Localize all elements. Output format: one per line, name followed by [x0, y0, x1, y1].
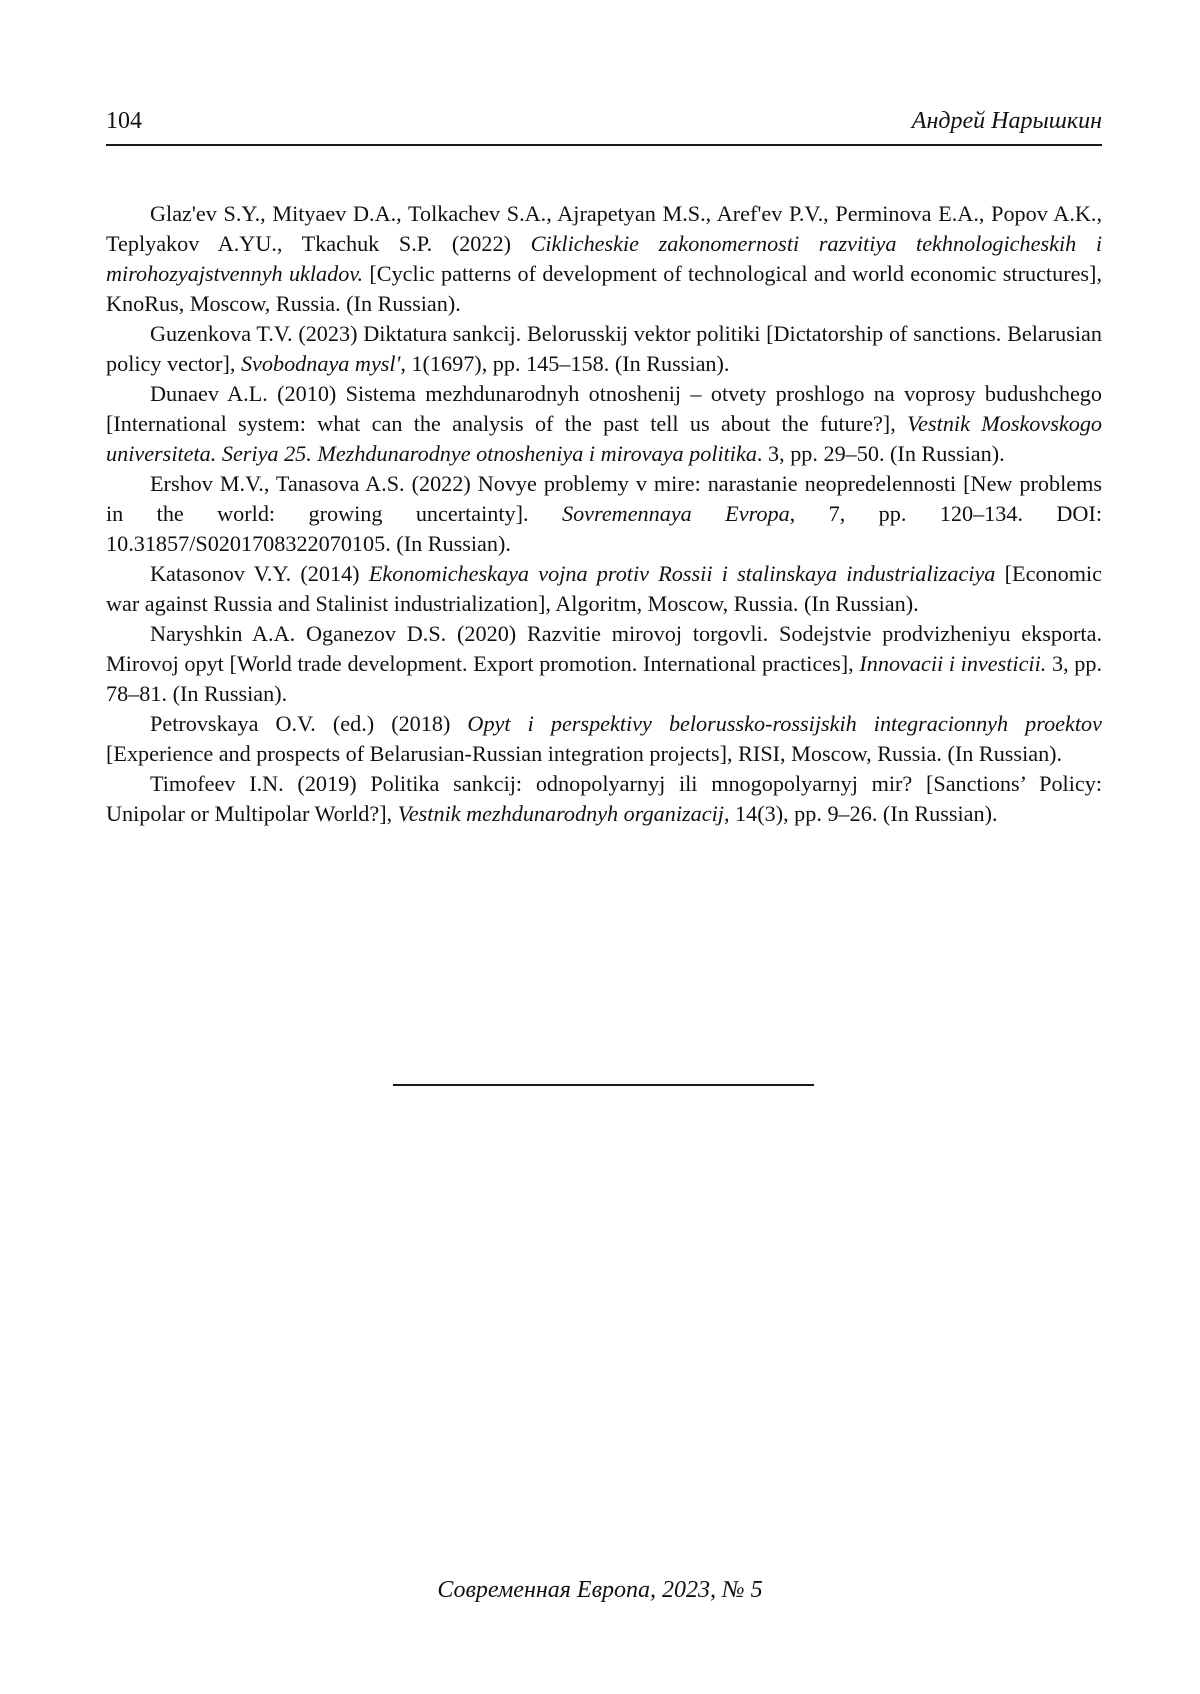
reference-item	[106, 559, 1102, 619]
reference-details: [Cyclic patterns of development of technological and world economic structures], KnoRus, Moscow, Russia. (In Russian).	[106, 261, 1102, 316]
reference-list	[106, 199, 1102, 829]
reference-title: Vestnik Moskovskogo universiteta. Seriya 25. Mezhdunarodnye otnosheniya i mirovaya politika	[106, 411, 1103, 466]
reference-title: Opyt i perspektivy belorussko-rossijskih integracionnyh proektov	[467, 711, 1102, 736]
reference-item	[106, 379, 1102, 469]
reference-item	[106, 199, 1102, 319]
reference-title: Sovremennaya Evropa	[561, 501, 790, 526]
reference-authors: Petrovskaya O.V. (ed.) (2018)	[150, 711, 468, 736]
reference-details: [Economic war against Russia and Stalinist industrialization], Algoritm, Moscow, Russia. (In Russian).	[106, 561, 1103, 616]
reference-item	[106, 619, 1102, 709]
reference-details: 1(1697), pp. 145–158. (In Russian).	[405, 351, 730, 376]
section-divider	[393, 1084, 814, 1086]
reference-details: . 3, pp. 29–50. (In Russian).	[756, 441, 1005, 466]
reference-authors: Naryshkin A.A. Oganezov D.S. (2020) Razvitie mirovoj torgovli. Sodejstvie prodvizheniyu eksporta. Mirovoj opyt [World trade development. Export promotion. International practices],	[106, 621, 1102, 676]
reference-authors: Guzenkova T.V. (2023) Diktatura sankcij. Belorusskij vektor politiki [Dictatorship of sanctions. Belarusian policy vector],	[106, 321, 1102, 376]
reference-details: [Experience and prospects of Belarusian-Russian integration projects], RISI, Moscow, Russia. (In Russian).	[106, 741, 1063, 766]
reference-title: Ekonomicheskaya vojna protiv Rossii i stalinskaya industrializaciya	[368, 561, 996, 586]
reference-title: Ciklicheskie zakonomernosti razvitiya tekhnologicheskih i mirohozyajstvennyh ukladov.	[106, 231, 1102, 286]
journal-footer: Современная Европа, 2023, № 5	[437, 1577, 763, 1603]
reference-authors: Timofeev I.N. (2019) Politika sankcij: odnopolyarnyj ili mnogopolyarnyj mir? [Sanctions’ Policy: Unipolar or Multipolar World?],	[106, 771, 1102, 826]
reference-item	[106, 709, 1102, 769]
page-number: 104	[106, 108, 142, 134]
reference-details: , 14(3), pp. 9–26. (In Russian).	[723, 801, 998, 826]
running-author: Андрей Нарышкин	[911, 108, 1102, 134]
reference-authors: Katasonov V.Y. (2014)	[150, 561, 369, 586]
reference-authors: Glaz'ev S.Y., Mityaev D.A., Tolkachev S.A., Ajrapetyan M.S., Aref'ev P.V., Perminova E.A., Popov A.K., Teplyakov A.YU., Tkachuk S.P. (2022)	[106, 201, 1102, 256]
reference-authors: Ershov M.V., Tanasova A.S. (2022) Novye problemy v mire: narastanie neopredelennosti [New problems in the world: growing uncertainty].	[106, 471, 1102, 526]
reference-item	[106, 319, 1102, 379]
reference-authors: Dunaev A.L. (2010) Sistema mezhdunarodnyh otnoshenij – otvety proshlogo na voprosy budushchego [International system: what can the analysis of the past tell us about the future?],	[106, 381, 1102, 436]
reference-details: 3, pp. 78–81. (In Russian).	[106, 651, 1103, 706]
reference-title: Innovacii i investicii.	[859, 651, 1047, 676]
reference-title: Vestnik mezhdunarodnyh organizacij	[397, 801, 724, 826]
reference-title: Svobodnaya mysl',	[240, 351, 406, 376]
page-header	[106, 104, 1102, 146]
reference-details: , 7, pp. 120–134. DOI: 10.31857/S0201708322070105. (In Russian).	[106, 501, 1102, 556]
reference-item	[106, 469, 1102, 559]
reference-item	[106, 769, 1102, 829]
